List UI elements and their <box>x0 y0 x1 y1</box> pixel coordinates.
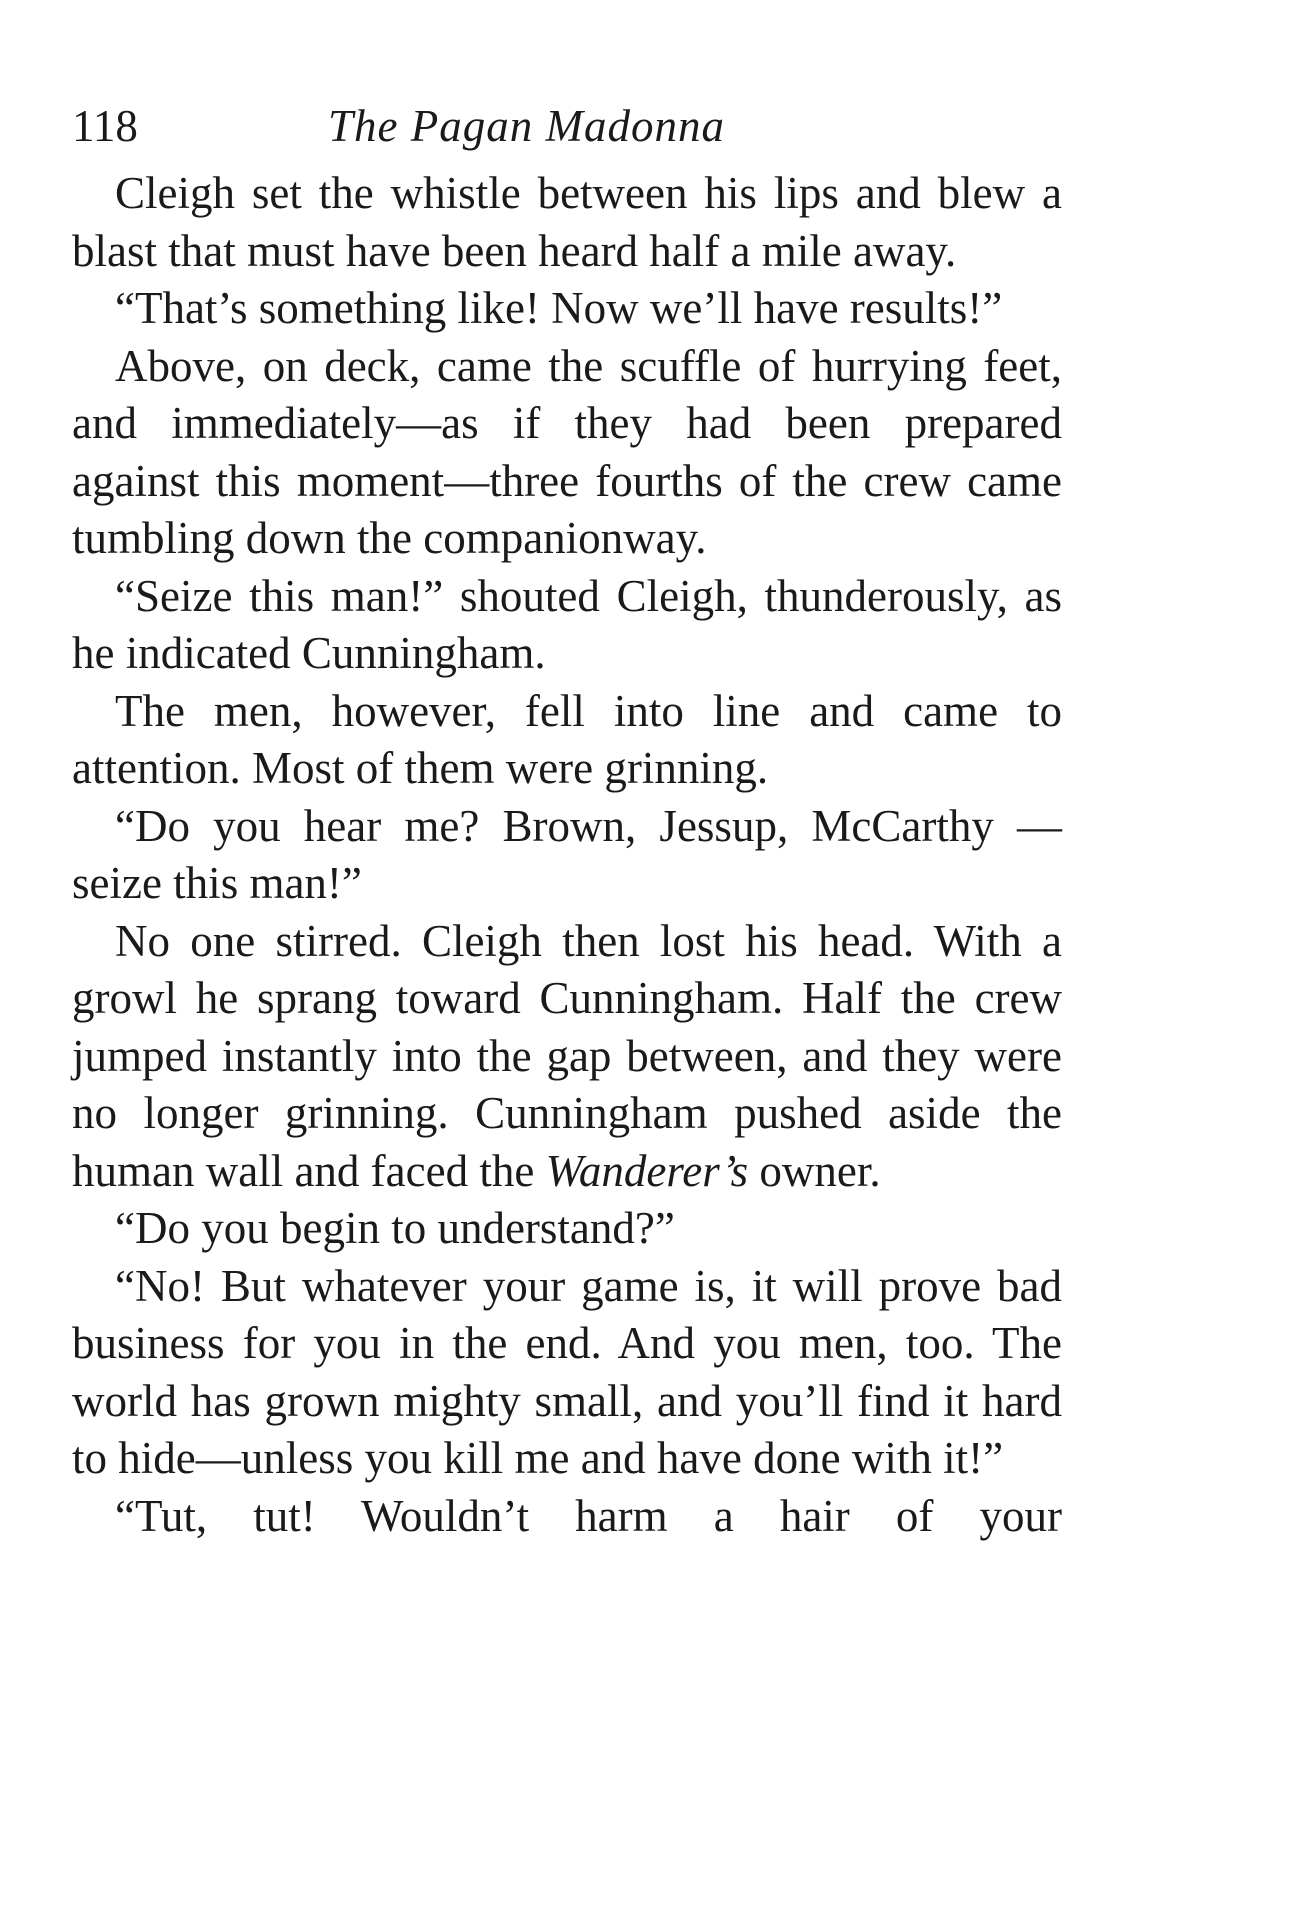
paragraph-text: No one stirred. Cleigh then lost his head. With a growl he sprang toward Cunningham. Half the crew jumped instantly into the gap between, and they were no longer grinning. Cunningham pushed aside the human wall and faced the <box>72 915 1062 1196</box>
paragraph <box>72 913 1062 1201</box>
paragraph: “Tut, tut! Wouldn’t harm a hair of your <box>115 1490 1062 1541</box>
paragraph-text: owner. <box>748 1145 881 1196</box>
paragraph: “That’s something like! Now we’ll have results!” <box>115 283 1003 333</box>
paragraph: Above, on deck, came the scuffle of hurrying feet, and immediately—as if they had been prepared against this moment—three fourths of the crew came tumbling down the companionway. <box>72 340 1062 563</box>
paragraph: “No! But whatever your game is, it will prove bad business for you in the end. And you men, too. The world has grown mighty small, and you’ll find it hard to hide—unless you kill me and have done with it!” <box>72 1260 1062 1483</box>
paragraph: “Do you begin to understand?” <box>115 1203 675 1253</box>
paragraph: Cleigh set the whistle between his lips and blew a blast that must have been heard half a mile away. <box>72 168 1062 276</box>
body-text <box>72 165 1062 1545</box>
paragraph: The men, however, fell into line and came to attention. Most of them were grinning. <box>72 685 1062 793</box>
paragraph: “Seize this man!” shouted Cleigh, thunderously, as he indicated Cunningham. <box>72 570 1062 678</box>
running-head <box>72 90 1062 162</box>
page-number: 118 <box>72 101 138 151</box>
running-title: The Pagan Madonna <box>328 101 725 151</box>
paragraph: “Do you hear me? Brown, Jessup, McCarthy —seize this man!” <box>72 800 1062 908</box>
ship-name: Wanderer’s <box>545 1145 749 1196</box>
page-content <box>72 90 1062 1545</box>
